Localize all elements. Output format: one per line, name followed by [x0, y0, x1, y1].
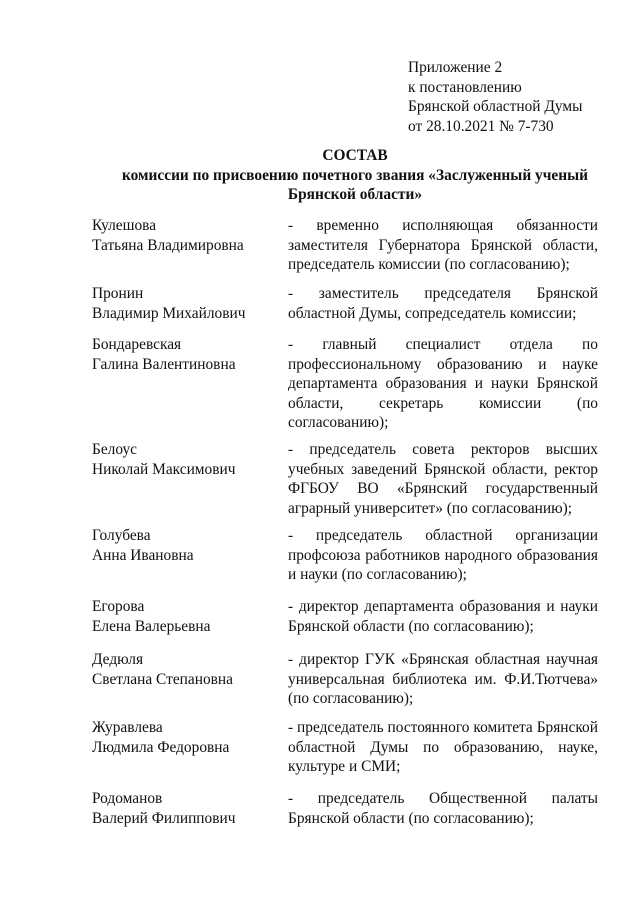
member-name [92, 650, 282, 689]
member-surname: Родоманов [92, 790, 163, 807]
title-subheading: Брянской области» [287, 186, 423, 204]
member-surname: Белоус [92, 441, 137, 458]
member-surname: Дедюля [92, 651, 144, 668]
member-role: - председатель совета ректоров высших учебных заведений Брянской области, ректор ФГБОУ ВО «Брянский государственный аграрный университет» (по согласованию); [288, 441, 598, 517]
title-subheading: комиссии по присвоению почетного звания «Заслуженный ученый [121, 166, 588, 184]
member-role: - заместитель председателя Брянской областной Думы, сопредседатель комиссии; [288, 285, 598, 322]
appendix-line: к постановлению [408, 78, 522, 96]
member-name [92, 216, 282, 255]
member-name [92, 335, 282, 374]
member-given-name: Светлана Степановна [92, 670, 233, 688]
member-given-name: Николай Максимович [92, 460, 236, 478]
appendix-line: от 28.10.2021 № 7-730 [408, 117, 554, 135]
member-role: - директор департамента образования и науки Брянской области (по согласованию); [288, 598, 598, 635]
member-surname: Егорова [92, 598, 145, 615]
member-role: - директор ГУК «Брянская областная научная универсальная библиотека им. Ф.И.Тютчева» (по согласованию); [288, 651, 598, 708]
member-role: - председатель постоянного комитета Брянской областной Думы по образованию, науке, культуре и СМИ; [288, 719, 598, 776]
member-name [92, 718, 282, 757]
member-surname: Бондаревская [92, 336, 182, 353]
member-given-name: Анна Ивановна [92, 546, 194, 564]
member-given-name: Галина Валентиновна [92, 355, 236, 373]
member-given-name: Владимир Михайлович [92, 304, 246, 322]
member-given-name: Валерий Филиппович [92, 809, 236, 827]
member-name [92, 526, 282, 565]
member-role: - председатель Общественной палаты Брянской области (по согласованию); [288, 790, 598, 827]
member-surname: Журавлева [92, 719, 163, 736]
appendix-line: Приложение 2 [408, 59, 503, 76]
member-given-name: Людмила Федоровна [92, 738, 230, 756]
appendix-line: Брянской областной Думы [408, 98, 583, 116]
member-name [92, 440, 282, 479]
title-heading: СОСТАВ [322, 147, 388, 164]
document-title [90, 146, 620, 205]
member-given-name: Елена Валерьевна [92, 617, 211, 635]
member-name [92, 284, 282, 323]
member-role: - временно исполняющая обязанности заместителя Губернатора Брянской области, председатель комиссии (по согласованию); [288, 217, 598, 274]
member-name [92, 789, 282, 828]
member-surname: Пронин [92, 285, 144, 302]
member-surname: Кулешова [92, 217, 157, 234]
member-name [92, 597, 282, 636]
member-role: - председатель областной организации профсоюза работников народного образования и науки (по согласованию); [288, 527, 598, 584]
member-given-name: Татьяна Владимировна [92, 236, 244, 254]
member-surname: Голубева [92, 527, 151, 544]
member-role: - главный специалист отдела по профессиональному образованию и науке департамента образования и науки Брянской области, секретарь комиссии (по согласованию); [288, 336, 598, 432]
appendix-header [408, 58, 623, 136]
